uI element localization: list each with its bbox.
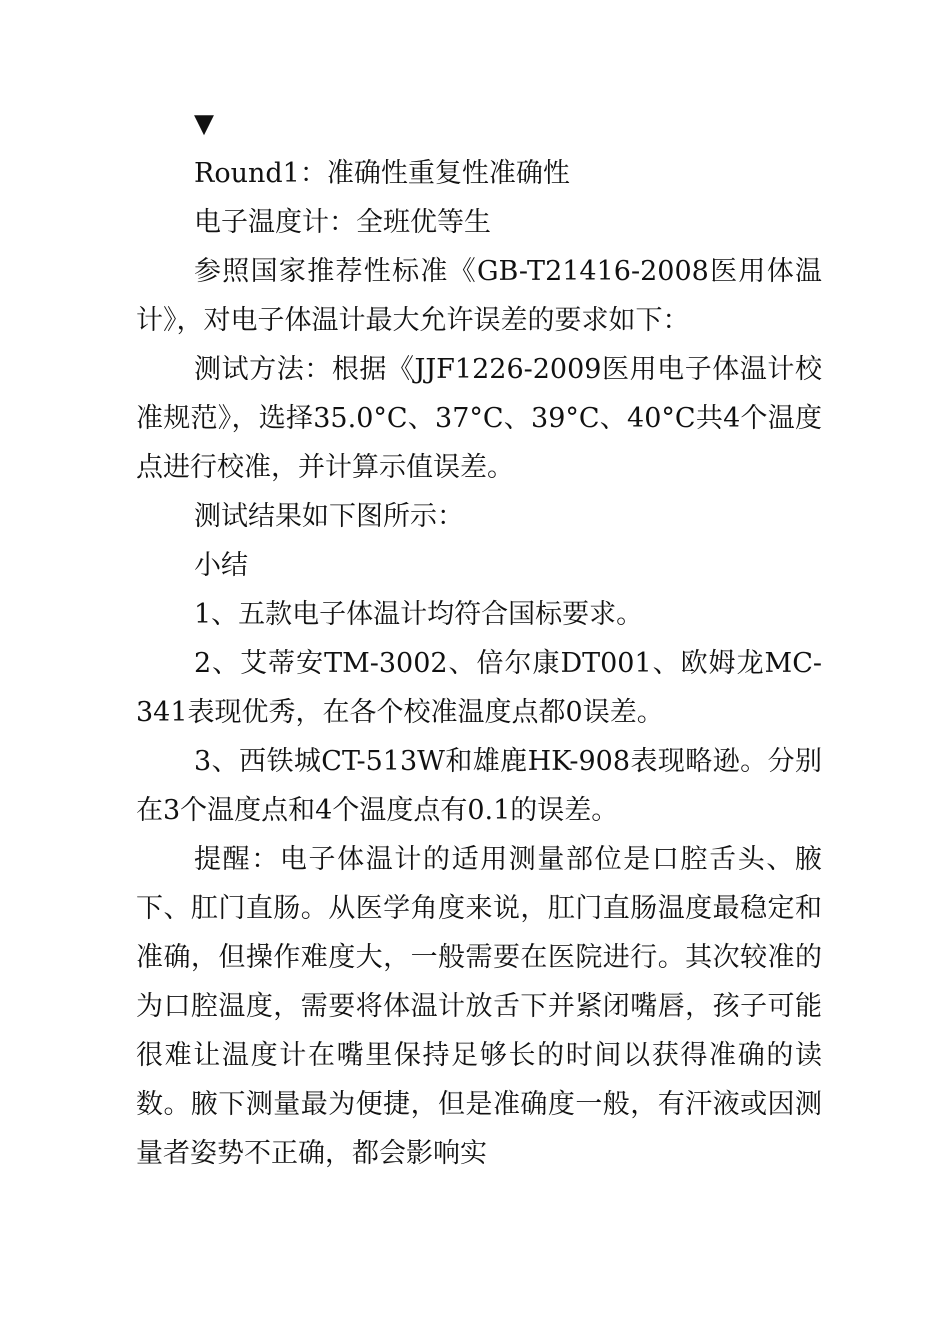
paragraph-summary-1: 1、五款电子体温计均符合国标要求。 <box>194 599 644 630</box>
paragraph-subtitle: 电子温度计：全班优等生 <box>194 207 491 238</box>
paragraph-summary-2: 2、艾蒂安TM-3002、倍尔康DT001、欧姆龙MC-341表现优秀，在各个校准温度点都0误差。 <box>136 648 822 728</box>
paragraph-summary-heading: 小结 <box>194 550 248 581</box>
paragraph-test-method: 测试方法：根据《JJF1226-2009医用电子体温计校准规范》，选择35.0°C、37°C、39°C、40°C共4个温度点进行校准，并计算示值误差。 <box>136 354 822 483</box>
paragraph-standard: 参照国家推荐性标准《GB-T21416-2008医用体温计》，对电子体温计最大允许误差的要求如下： <box>136 256 822 336</box>
paragraph-round1: Round1：准确性重复性准确性 <box>194 158 570 189</box>
triangle-marker-icon: ▼ <box>194 109 214 139</box>
paragraph-summary-3: 3、西铁城CT-513W和雄鹿HK-908表现略逊。分别在3个温度点和4个温度点有0.1的误差。 <box>136 746 822 826</box>
paragraph-reminder: 提醒：电子体温计的适用测量部位是口腔舌头、腋下、肛门直肠。从医学角度来说，肛门直肠温度最稳定和准确，但操作难度大，一般需要在医院进行。其次较准的为口腔温度，需要将体温计放舌下并紧闭嘴唇，孩子可能很难让温度计在嘴里保持足够长的时间以获得准确的读数。腋下测量最为便捷，但是准确度一般，有汗液或因测量者姿势不正确，都会影响实 <box>136 844 822 1169</box>
paragraph-test-result: 测试结果如下图所示： <box>194 501 464 532</box>
document-page <box>136 100 822 1178</box>
